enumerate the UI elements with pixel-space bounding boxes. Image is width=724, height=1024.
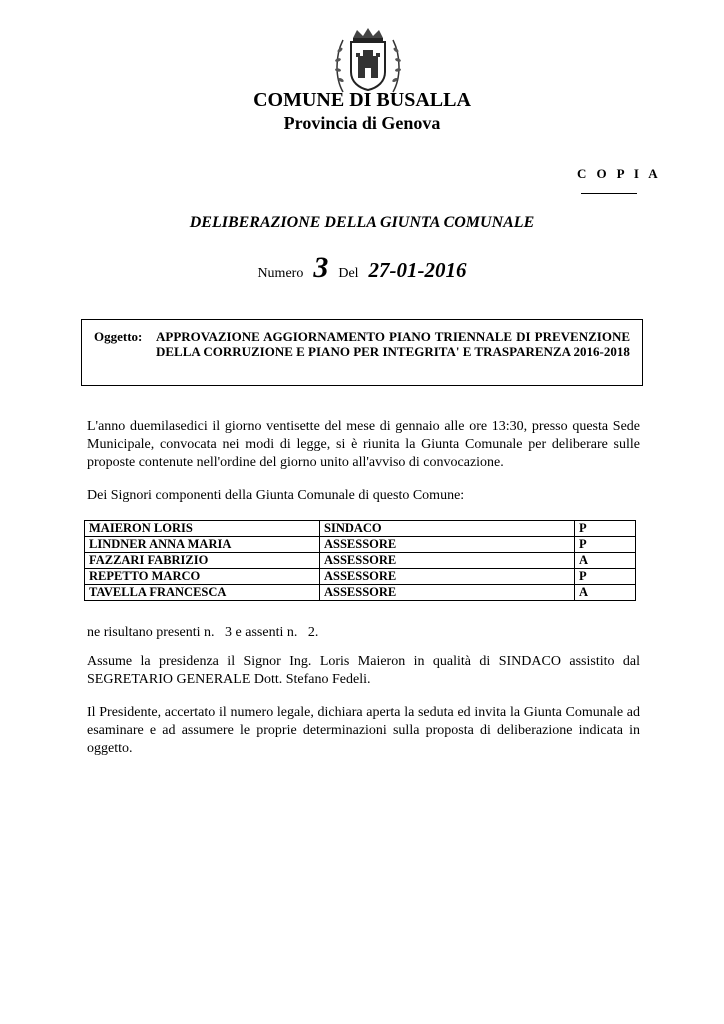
members-intro: Dei Signori componenti della Giunta Comunale di questo Comune:	[87, 488, 465, 503]
subject-box	[81, 319, 643, 386]
member-role: ASSESSORE	[320, 585, 575, 601]
member-name: LINDNER ANNA MARIA	[85, 537, 320, 553]
deliberation-title: DELIBERAZIONE DELLA GIUNTA COMUNALE	[189, 214, 535, 231]
copy-mark: C O P I A	[577, 166, 662, 181]
member-status: P	[575, 521, 636, 537]
member-name: TAVELLA FRANCESCA	[85, 585, 320, 601]
table-row	[85, 521, 636, 537]
member-status: P	[575, 569, 636, 585]
intro-paragraph: L'anno duemilasedici il giorno ventisette del mese di gennaio alle ore 13:30, presso questa Sede Municipale, convocata nei modi di legge, si è riunita la Giunta Comunale per deliberare sulle proposte contenute nell'ordine del giorno unito all'avviso di convocazione.	[87, 419, 640, 470]
province-subtitle: Provincia di Genova	[283, 113, 441, 133]
copy-mark-underline	[581, 193, 637, 194]
del-label: Del	[338, 266, 359, 281]
table-row	[85, 537, 636, 553]
table-row	[85, 569, 636, 585]
member-role: ASSESSORE	[320, 569, 575, 585]
numero-label: Numero	[257, 266, 304, 281]
opening-paragraph: Il Presidente, accertato il numero legale, dichiara aperta la seduta ed invita la Giunta Comunale ad esaminare e ad assumere le proprie determinazioni sulla proposta di deliberazione indicata in oggetto.	[87, 705, 640, 756]
municipality-title: COMUNE DI BUSALLA	[253, 89, 471, 111]
deliberation-number: 3	[313, 251, 329, 284]
subject-text: APPROVAZIONE AGGIORNAMENTO PIANO TRIENNALE DI PREVENZIONE DELLA CORRUZIONE E PIANO PER INTEGRITA' E TRASPARENZA 2016-2018	[156, 329, 630, 359]
attendance-summary: ne risultano presenti n. 3 e assenti n. 2.	[87, 625, 319, 640]
member-name: FAZZARI FABRIZIO	[85, 553, 320, 569]
deliberation-number-row	[0, 251, 724, 285]
coat-of-arms-icon	[333, 26, 403, 94]
members-table	[84, 520, 636, 601]
member-name: REPETTO MARCO	[85, 569, 320, 585]
member-status: P	[575, 537, 636, 553]
table-row	[85, 585, 636, 601]
member-status: A	[575, 553, 636, 569]
subject-label: Oggetto:	[94, 329, 143, 344]
member-role: SINDACO	[320, 521, 575, 537]
member-status: A	[575, 585, 636, 601]
member-name: MAIERON LORIS	[85, 521, 320, 537]
table-row	[85, 553, 636, 569]
deliberation-date: 27-01-2016	[368, 258, 467, 282]
member-role: ASSESSORE	[320, 553, 575, 569]
member-role: ASSESSORE	[320, 537, 575, 553]
presidency-paragraph: Assume la presidenza il Signor Ing. Loris Maieron in qualità di SINDACO assistito dal SEGRETARIO GENERALE Dott. Stefano Fedeli.	[87, 654, 640, 687]
